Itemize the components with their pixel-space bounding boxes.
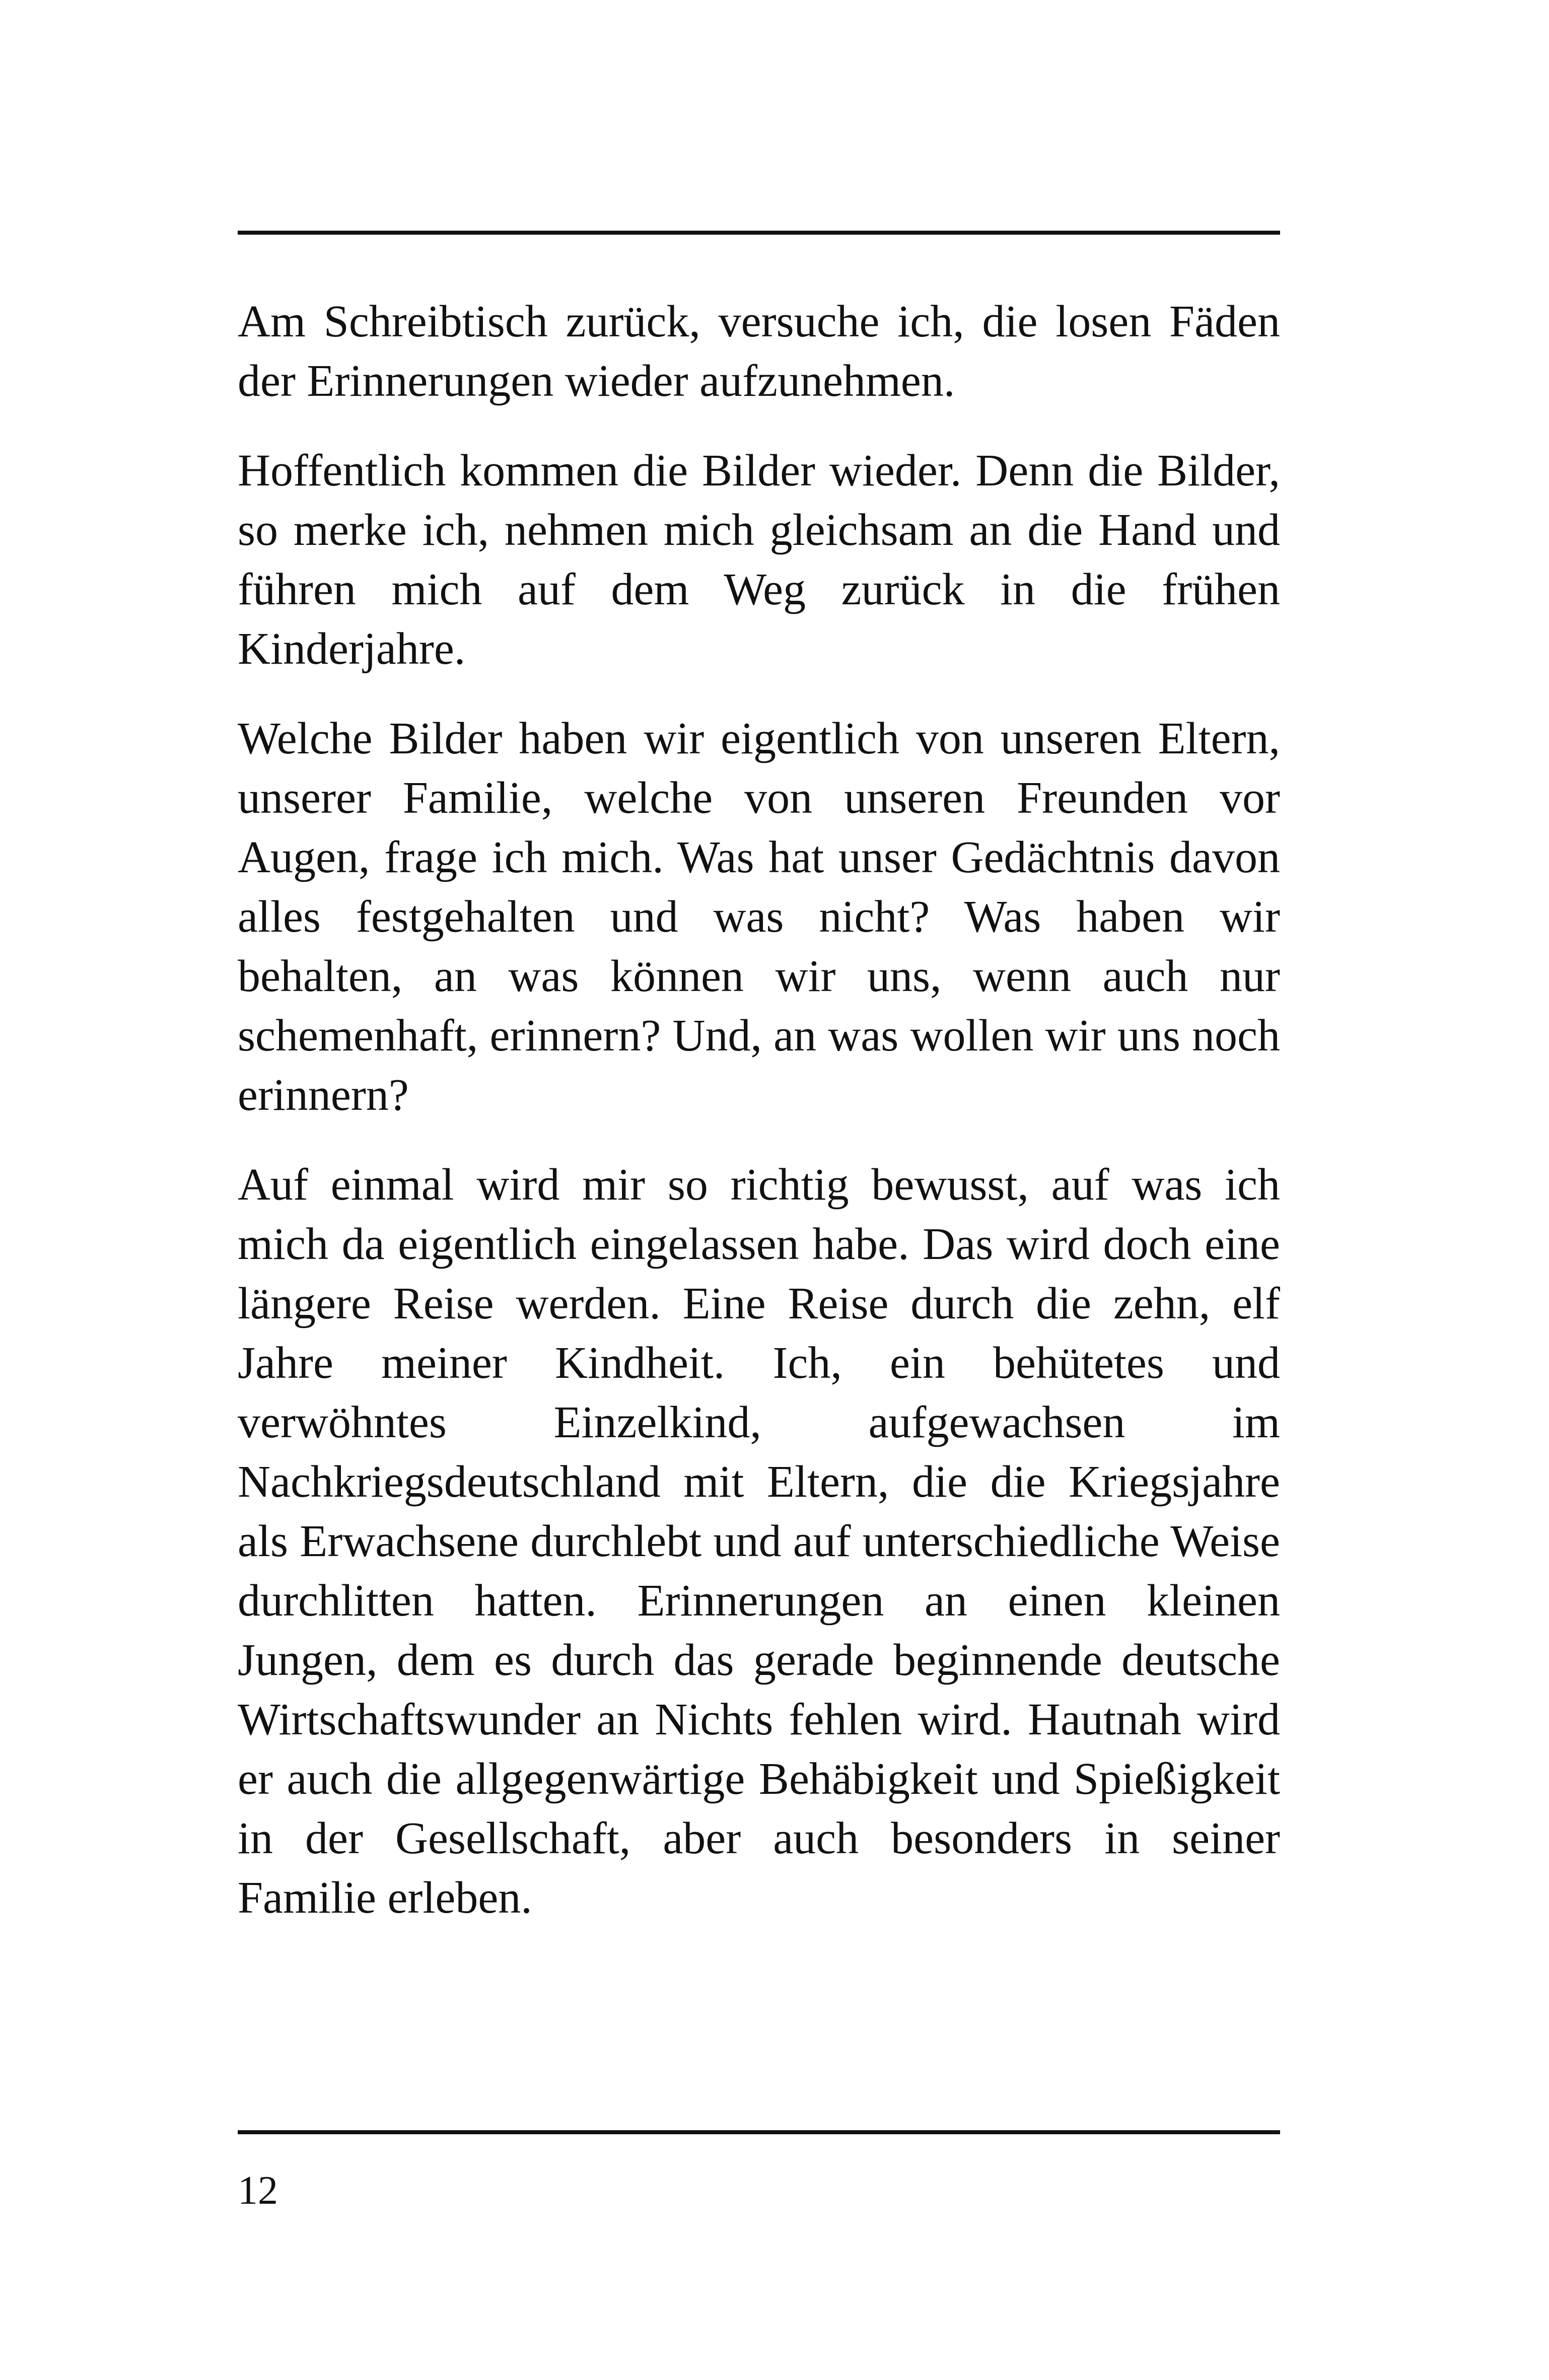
paragraph: Welche Bilder haben wir eigentlich von unseren Eltern, unserer Familie, welche von unseren Freunden vor Augen, frage ich mich. Was hat unser Gedächtnis davon alles festgehalten und was nicht? Was haben wir behalten, an was können wir uns, wenn auch nur schemenhaft, erinnern? Und, an was wollen wir uns noch erinnern? [238, 714, 1280, 1120]
paragraph: Auf einmal wird mir so richtig bewusst, auf was ich mich da eigentlich eingelassen habe. Das wird doch eine längere Reise werden. Eine Reise durch die zehn, elf Jahre meiner Kindheit. Ich, ein behütetes und verwöhntes Einzelkind, aufgewachsen im Nachkriegsdeutschland mit Eltern, die die Kriegsjahre als Erwachsene durchlebt und auf unterschiedliche Weise durchlitten hatten. Erinnerungen an einen kleinen Jungen, dem es durch das gerade beginnende deutsche Wirtschaftswunder an Nichts fehlen wird. Hautnah wird er auch die allgegenwärtige Behäbigkeit und Spießigkeit in der Gesellschaft, aber auch besonders in seiner Familie erleben. [238, 1160, 1280, 1923]
body-text [238, 292, 1280, 1928]
paragraph: Am Schreibtisch zurück, versuche ich, die losen Fäden der Erinnerungen wieder aufzunehmen. [238, 297, 1280, 406]
page-number: 12 [238, 2168, 278, 2213]
top-rule [238, 231, 1280, 235]
paragraph: Hoffentlich kommen die Bilder wieder. Denn die Bilder, so merke ich, nehmen mich gleichsam an die Hand und führen mich auf dem Weg zurück in die frühen Kinderjahre. [238, 446, 1280, 674]
bottom-rule [238, 2130, 1280, 2134]
